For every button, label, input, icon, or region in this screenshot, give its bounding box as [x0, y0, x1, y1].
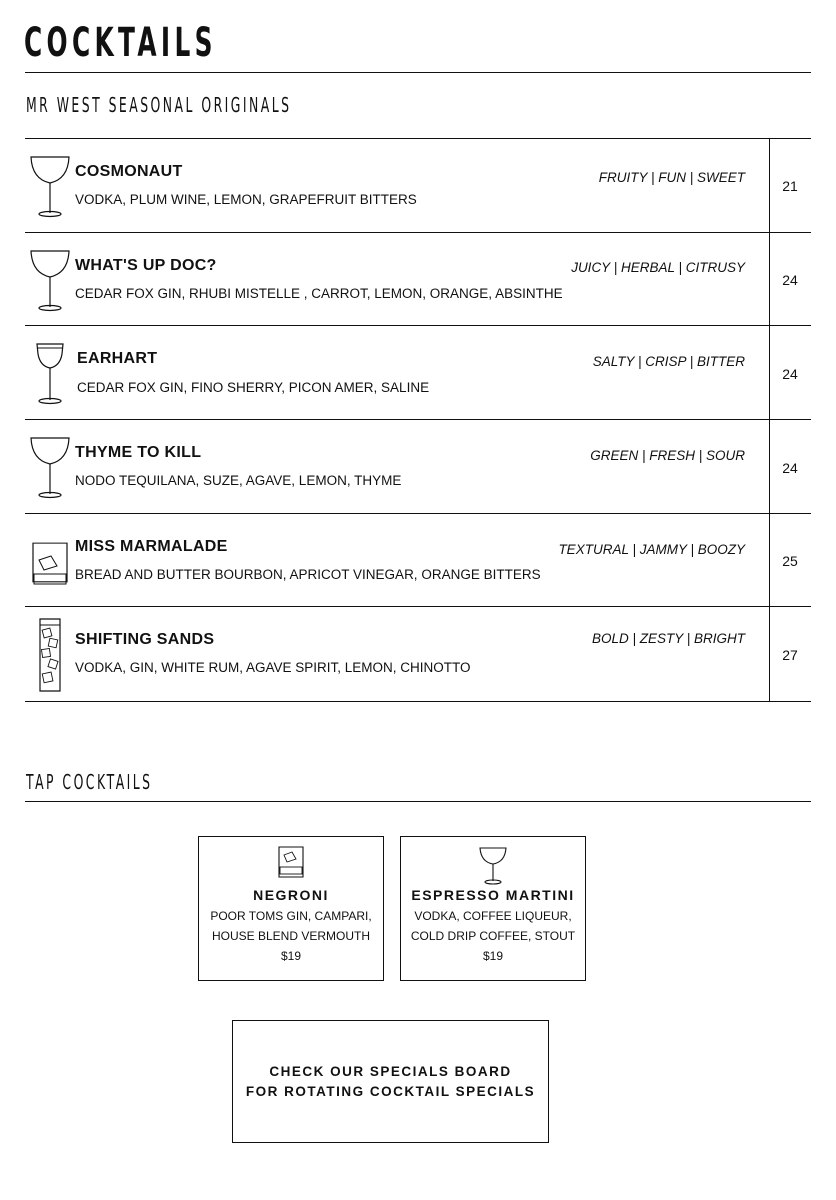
cocktail-ingredients: CEDAR FOX GIN, FINO SHERRY, PICON AMER, SALINE [77, 380, 430, 395]
tap-heading: TAP COCKTAILS [26, 770, 153, 794]
cocktail-flavor-notes: TEXTURAL | JAMMY | BOOZY [558, 542, 745, 557]
cocktail-flavor-notes: BOLD | ZESTY | BRIGHT [591, 631, 745, 646]
page-title: COCKTAILS [24, 20, 217, 66]
cocktail-flavor-notes: JUICY | HERBAL | CITRUSY [571, 260, 745, 275]
tap-card-espresso-martini [400, 836, 586, 981]
coupe-glass-icon [29, 434, 71, 500]
coupe-glass-icon [478, 845, 508, 885]
title-divider [25, 72, 811, 73]
cocktail-price: 27 [782, 647, 798, 663]
cocktail-name: SHIFTING SANDS [75, 631, 215, 648]
cocktail-name: EARHART [77, 350, 158, 367]
menu-row-whats-up-doc [25, 233, 811, 326]
rocks-glass-icon [29, 528, 71, 594]
coupe-glass-icon [29, 153, 71, 219]
menu-row-cosmonaut [25, 139, 811, 233]
cocktail-flavor-notes: SALTY | CRISP | BITTER [592, 354, 745, 369]
tap-cocktail-name: ESPRESSO MARTINI [411, 887, 575, 903]
tap-cocktail-ingredients: POOR TOMS GIN, CAMPARI, [210, 909, 372, 923]
cocktail-flavor-notes: FRUITY | FUN | SWEET [598, 170, 745, 185]
seasonal-heading: MR WEST SEASONAL ORIGINALS [26, 93, 292, 117]
cocktail-name: MISS MARMALADE [75, 538, 228, 555]
specials-notice-box [232, 1020, 549, 1143]
menu-row-miss-marmalade [25, 514, 811, 607]
rocks-glass-icon [277, 845, 305, 879]
tap-cocktail-name: NEGRONI [253, 887, 329, 903]
cocktail-ingredients: VODKA, PLUM WINE, LEMON, GRAPEFRUIT BITTERS [75, 192, 417, 207]
cocktail-ingredients: CEDAR FOX GIN, RHUBI MISTELLE , CARROT, LEMON, ORANGE, ABSINTHE [75, 286, 563, 301]
cocktail-price: 24 [782, 272, 798, 288]
cocktail-price: 21 [782, 178, 798, 194]
tap-cocktail-ingredients: VODKA, COFFEE LIQUEUR, [414, 909, 572, 923]
highball-glass-icon [29, 615, 71, 695]
cocktail-price: 25 [782, 553, 798, 569]
cocktail-flavor-notes: GREEN | FRESH | SOUR [590, 448, 745, 463]
tap-cocktail-price: $19 [482, 949, 504, 963]
cocktail-name: COSMONAUT [75, 163, 183, 180]
tap-cocktail-ingredients: HOUSE BLEND VERMOUTH [211, 929, 371, 943]
tap-cocktail-ingredients: COLD DRIP COFFEE, STOUT [410, 929, 576, 943]
specials-line-2: FOR ROTATING COCKTAIL SPECIALS [245, 1084, 536, 1099]
tap-divider [25, 801, 811, 802]
tap-card-negroni [198, 836, 384, 981]
tap-cocktail-price: $19 [280, 949, 302, 963]
cocktail-name: THYME TO KILL [75, 444, 202, 461]
cocktail-ingredients: BREAD AND BUTTER BOURBON, APRICOT VINEGAR, ORANGE BITTERS [75, 567, 541, 582]
specials-line-1: CHECK OUR SPECIALS BOARD [269, 1064, 512, 1079]
seasonal-menu-table [25, 138, 811, 702]
nick-and-nora-glass-icon [29, 340, 71, 406]
menu-row-thyme-to-kill [25, 420, 811, 514]
menu-row-earhart [25, 326, 811, 420]
cocktail-name: WHAT'S UP DOC? [75, 257, 217, 274]
cocktail-ingredients: NODO TEQUILANA, SUZE, AGAVE, LEMON, THYME [75, 473, 402, 488]
cocktail-price: 24 [782, 460, 798, 476]
menu-row-shifting-sands [25, 607, 811, 701]
cocktail-price: 24 [782, 366, 798, 382]
coupe-glass-icon [29, 247, 71, 313]
cocktail-ingredients: VODKA, GIN, WHITE RUM, AGAVE SPIRIT, LEMON, CHINOTTO [75, 660, 471, 675]
